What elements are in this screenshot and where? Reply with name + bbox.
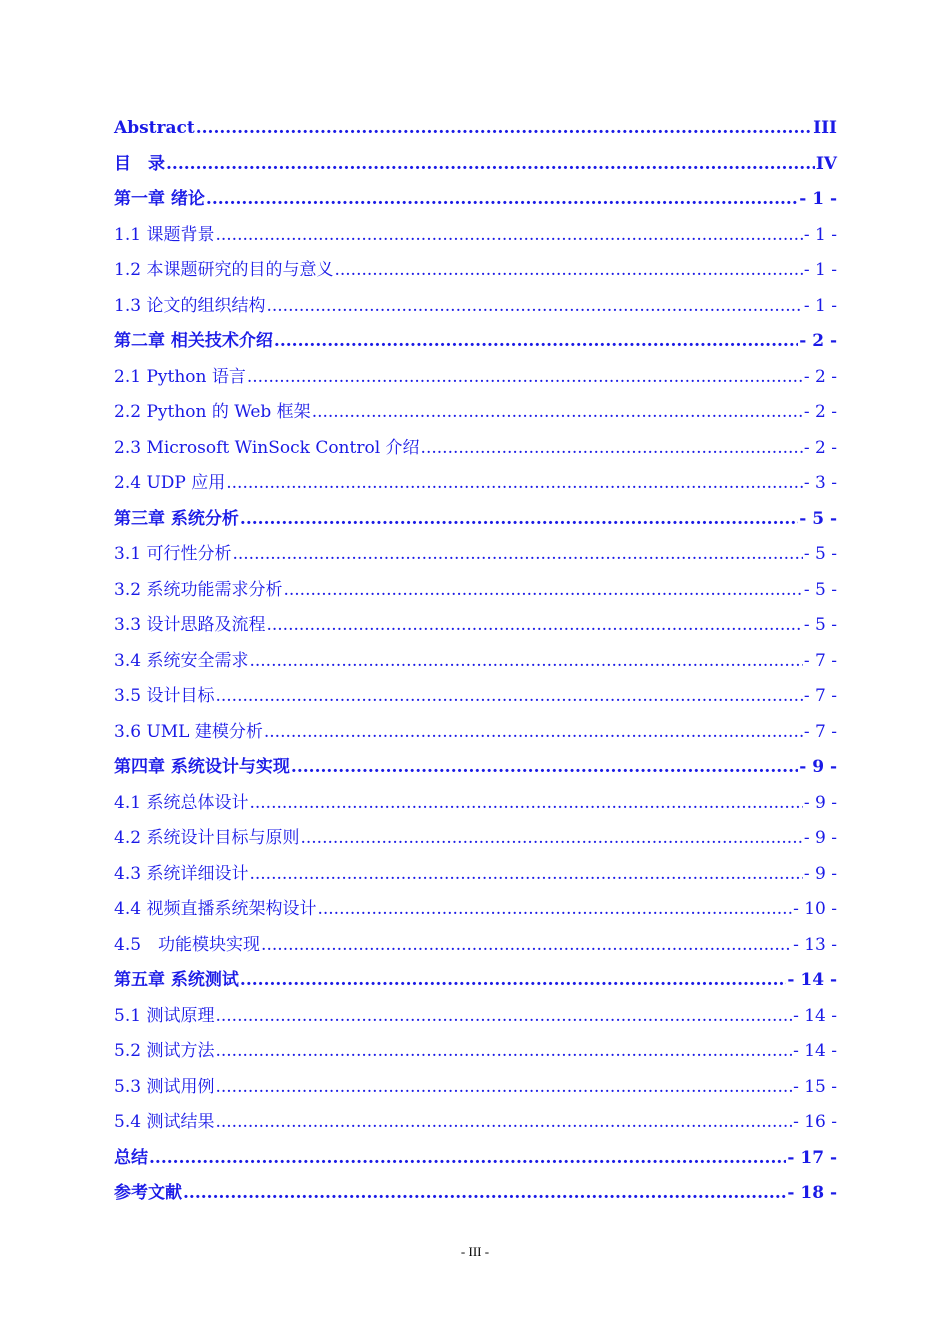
toc-entry-title: 第四章 系统设计与实现 xyxy=(114,757,290,777)
toc-entry-title: 1.2 本课题研究的目的与意义 xyxy=(114,260,334,280)
toc-entry[interactable] xyxy=(114,644,837,680)
toc-entry-page-number: - 18 - xyxy=(787,1183,837,1203)
toc-entry[interactable] xyxy=(114,857,837,893)
toc-entry-title: 第二章 相关技术介绍 xyxy=(114,331,273,351)
toc-entry-title: 总结 xyxy=(114,1147,148,1168)
toc-dot-leader xyxy=(215,1105,792,1141)
toc-entry-title: 参考文献 xyxy=(114,1183,182,1203)
toc-entry-title: 5.4 测试结果 xyxy=(114,1112,215,1132)
toc-entry-page-number: - 15 - xyxy=(793,1076,837,1097)
toc-dot-leader xyxy=(166,147,815,183)
toc-entry[interactable] xyxy=(114,289,837,325)
toc-entry[interactable] xyxy=(114,1070,837,1106)
toc-entry-page-number: - 1 - xyxy=(803,295,837,316)
toc-entry-page-number: - 2 - xyxy=(799,331,837,351)
toc-dot-leader xyxy=(274,324,798,360)
toc-dot-leader xyxy=(215,1034,792,1070)
toc-entry[interactable] xyxy=(114,1105,837,1141)
toc-entry[interactable] xyxy=(114,431,837,467)
toc-entry[interactable] xyxy=(114,324,837,360)
toc-entry-page-number: - 16 - xyxy=(793,1112,837,1132)
toc-dot-leader xyxy=(215,679,802,715)
toc-dot-leader xyxy=(196,111,812,147)
toc-entry-title: 4.5 功能模块实现 xyxy=(114,934,261,955)
toc-entry-title: 2.3 Microsoft WinSock Control 介绍 xyxy=(114,437,420,458)
toc-entry[interactable] xyxy=(114,253,837,289)
toc-dot-leader xyxy=(232,537,802,573)
toc-dot-leader xyxy=(266,289,802,325)
toc-entry-title: 3.4 系统安全需求 xyxy=(114,650,249,671)
toc-dot-leader xyxy=(215,1070,792,1106)
toc-entry-title: 3.1 可行性分析 xyxy=(114,544,232,564)
toc-entry[interactable] xyxy=(114,1034,837,1070)
toc-entry-title: 5.2 测试方法 xyxy=(114,1041,215,1061)
toc-entry[interactable] xyxy=(114,892,837,928)
toc-entry[interactable] xyxy=(114,466,837,502)
toc-entry-title: 第五章 系统测试 xyxy=(114,970,239,990)
toc-dot-leader xyxy=(249,644,802,680)
toc-entry-page-number: - 5 - xyxy=(803,579,837,600)
toc-dot-leader xyxy=(264,715,803,751)
toc-entry-page-number: - 7 - xyxy=(803,686,837,706)
toc-dot-leader xyxy=(247,360,803,396)
toc-entry-page-number: - 14 - xyxy=(787,970,837,990)
toc-entry[interactable] xyxy=(114,963,837,999)
toc-entry[interactable] xyxy=(114,679,837,715)
toc-entry[interactable] xyxy=(114,928,837,964)
toc-dot-leader xyxy=(291,750,798,786)
table-of-contents xyxy=(114,111,837,1212)
toc-entry-page-number: - 5 - xyxy=(803,615,837,635)
toc-dot-leader xyxy=(283,573,802,609)
toc-entry-title: Abstract xyxy=(114,118,195,138)
toc-entry-page-number: - 7 - xyxy=(803,650,837,671)
toc-entry[interactable] xyxy=(114,111,837,147)
toc-entry-title: 3.2 系统功能需求分析 xyxy=(114,579,283,600)
toc-entry[interactable] xyxy=(114,999,837,1035)
toc-entry[interactable] xyxy=(114,715,837,751)
toc-entry-page-number: - 1 - xyxy=(803,224,837,245)
toc-entry-page-number: - 17 - xyxy=(787,1147,837,1168)
toc-dot-leader xyxy=(249,786,802,822)
toc-dot-leader xyxy=(215,999,792,1035)
toc-entry-page-number: III xyxy=(813,118,837,138)
toc-entry-title: 第三章 系统分析 xyxy=(114,508,239,529)
toc-dot-leader xyxy=(183,1176,786,1212)
toc-entry-page-number: - 13 - xyxy=(793,934,837,955)
toc-entry-page-number: - 1 - xyxy=(799,189,837,209)
toc-dot-leader xyxy=(226,466,803,502)
toc-entry-page-number: - 2 - xyxy=(803,402,837,422)
toc-entry-page-number: - 10 - xyxy=(793,899,837,919)
toc-dot-leader xyxy=(317,892,792,928)
toc-dot-leader xyxy=(266,608,802,644)
toc-dot-leader xyxy=(421,431,803,467)
toc-dot-leader xyxy=(261,928,792,964)
toc-dot-leader xyxy=(334,253,802,289)
toc-entry[interactable] xyxy=(114,608,837,644)
toc-dot-leader xyxy=(240,963,786,999)
toc-dot-leader xyxy=(300,821,802,857)
toc-entry-title: 2.1 Python 语言 xyxy=(114,366,246,387)
toc-entry[interactable] xyxy=(114,573,837,609)
toc-entry-page-number: - 1 - xyxy=(803,260,837,280)
toc-entry-title: 4.1 系统总体设计 xyxy=(114,792,249,813)
toc-entry-page-number: - 2 - xyxy=(803,437,837,458)
toc-entry-page-number: - 14 - xyxy=(793,1041,837,1061)
toc-entry-title: 目 录 xyxy=(114,153,165,174)
toc-entry[interactable] xyxy=(114,147,837,183)
toc-entry-page-number: - 7 - xyxy=(803,721,837,742)
toc-entry-title: 1.3 论文的组织结构 xyxy=(114,295,266,316)
toc-entry[interactable] xyxy=(114,360,837,396)
toc-entry[interactable] xyxy=(114,502,837,538)
toc-entry-title: 2.4 UDP 应用 xyxy=(114,473,226,493)
toc-dot-leader xyxy=(149,1141,786,1177)
toc-entry-title: 3.5 设计目标 xyxy=(114,686,215,706)
toc-entry-page-number: IV xyxy=(815,153,837,174)
toc-entry-title: 2.2 Python 的 Web 框架 xyxy=(114,402,311,422)
toc-entry[interactable] xyxy=(114,786,837,822)
toc-dot-leader xyxy=(312,395,803,431)
toc-entry-page-number: - 9 - xyxy=(803,863,837,884)
toc-entry-page-number: - 5 - xyxy=(803,544,837,564)
toc-entry-title: 4.4 视频直播系统架构设计 xyxy=(114,899,317,919)
toc-entry-page-number: - 9 - xyxy=(803,828,837,848)
page-number-footer: - III - xyxy=(460,1244,490,1259)
toc-dot-leader xyxy=(240,502,798,538)
toc-entry-title: 5.3 测试用例 xyxy=(114,1076,215,1097)
toc-entry[interactable] xyxy=(114,395,837,431)
toc-entry-title: 5.1 测试原理 xyxy=(114,1005,215,1026)
toc-entry[interactable] xyxy=(114,1176,837,1212)
toc-dot-leader xyxy=(249,857,802,893)
toc-dot-leader xyxy=(206,182,798,218)
toc-entry-page-number: - 14 - xyxy=(793,1005,837,1026)
toc-entry-page-number: - 9 - xyxy=(799,757,837,777)
toc-entry[interactable] xyxy=(114,821,837,857)
toc-entry-title: 3.3 设计思路及流程 xyxy=(114,615,266,635)
toc-entry-title: 3.6 UML 建模分析 xyxy=(114,721,263,742)
toc-entry[interactable] xyxy=(114,218,837,254)
toc-dot-leader xyxy=(215,218,802,254)
toc-entry-page-number: - 9 - xyxy=(803,792,837,813)
toc-entry[interactable] xyxy=(114,537,837,573)
toc-entry-title: 第一章 绪论 xyxy=(114,189,205,209)
toc-entry-page-number: - 3 - xyxy=(803,473,837,493)
toc-entry-title: 4.2 系统设计目标与原则 xyxy=(114,828,300,848)
toc-entry[interactable] xyxy=(114,182,837,218)
toc-entry-page-number: - 5 - xyxy=(799,508,837,529)
toc-entry-title: 1.1 课题背景 xyxy=(114,224,215,245)
toc-entry-page-number: - 2 - xyxy=(803,366,837,387)
toc-entry[interactable] xyxy=(114,750,837,786)
toc-entry[interactable] xyxy=(114,1141,837,1177)
toc-entry-title: 4.3 系统详细设计 xyxy=(114,863,249,884)
